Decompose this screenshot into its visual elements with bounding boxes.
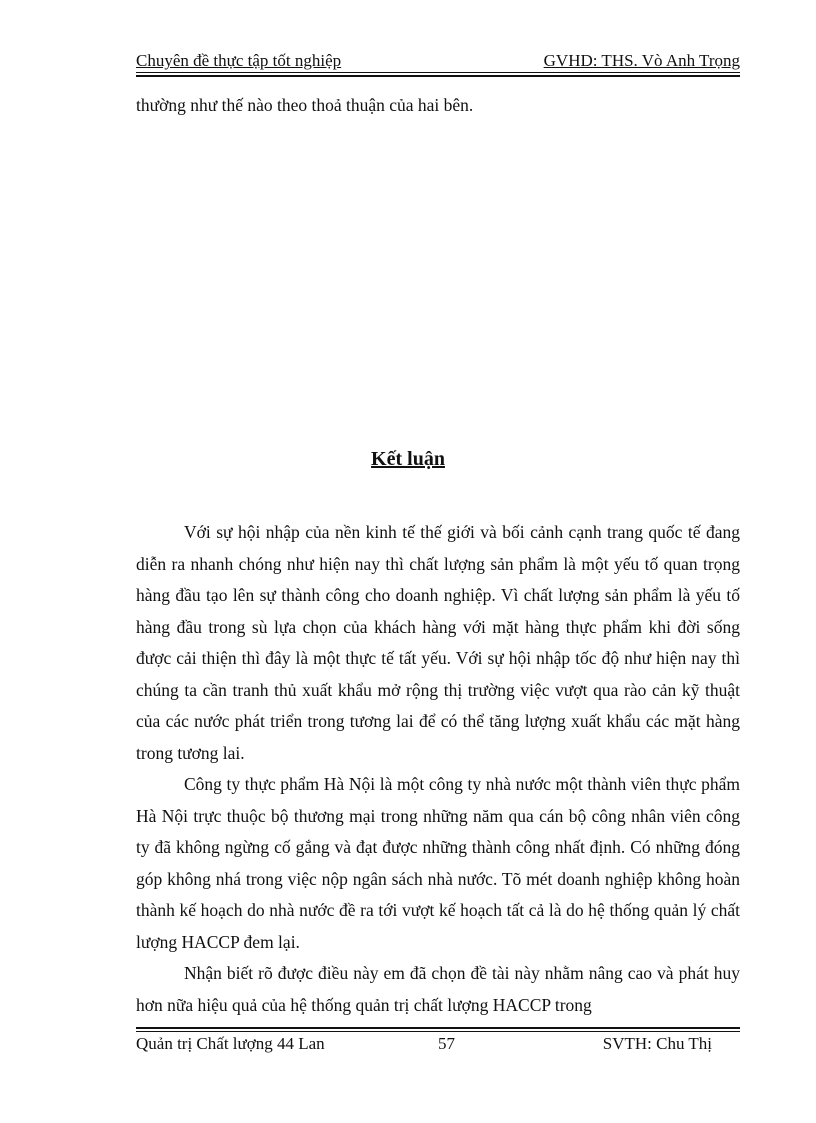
conclusion-body [136,517,740,1021]
header-left-text: Chuyên đề thực tập tốt nghiệp [136,51,342,70]
page-header [136,50,740,72]
carryover-line: thường như thế nào theo thoả thuận của hai bên. [136,95,474,115]
page-footer [136,1033,740,1073]
header-rule-thin [136,72,740,73]
footer-rule-thick [136,1027,740,1029]
paragraph-1: Với sự hội nhập của nền kinh tế thế giới và bối cảnh cạnh trang quốc tế đang diễn ra nhanh chóng như hiện nay thì chất lượng sản phẩm là một yếu tố quan trọng hàng đầu tạo lên sự thành công cho doanh nghiệp. Vì chất lượng sản phẩm là yếu tố hàng đầu trong sù lựa chọn của khách hàng với mặt hàng thực phẩm khi đời sống được cải thiện thì đây là một thực tế tất yếu. Với sự hội nhập tốc độ như hiện nay thì chúng ta cần tranh thủ xuất khẩu mở rộng thị trường việc vượt qua rào cản kỹ thuật của các nước phát triển trong tương lai để có thể tăng lượng xuất khẩu các mặt hàng trong tương lai. [136,522,740,763]
paragraph-2: Công ty thực phẩm Hà Nội là một công ty nhà nước một thành viên thực phẩm Hà Nội trực thuộc bộ thương mại trong những năm qua cán bộ công nhân viên công ty đã không ngừng cố gắng và đạt được những thành công nhất định. Có những đóng góp không nhá trong việc nộp ngân sách nhà nước. Tõ mét doanh nghiệp không hoàn thành kế hoạch do nhà nước đề ra tới vượt kế hoạch tất cả là do hệ thống quản lý chất lượng HACCP đem lại. [136,774,740,952]
page-number: 57 [438,1034,455,1053]
footer-left-text: Quản trị Chất lượng 44 Lan [136,1034,325,1053]
footer-right-text: SVTH: Chu Thị [602,1034,712,1053]
footer-rule-thin [136,1031,740,1032]
section-title: Kết luận [371,448,445,470]
header-rule-thick [136,75,740,77]
header-right-text: GVHD: THS. Vò Anh Trọng [543,51,740,70]
paragraph-3: Nhận biết rõ được điều này em đã chọn đề tài này nhằm nâng cao và phát huy hơn nữa hiệu quả của hệ thống quản trị chất lượng HACCP trong [136,963,740,1015]
